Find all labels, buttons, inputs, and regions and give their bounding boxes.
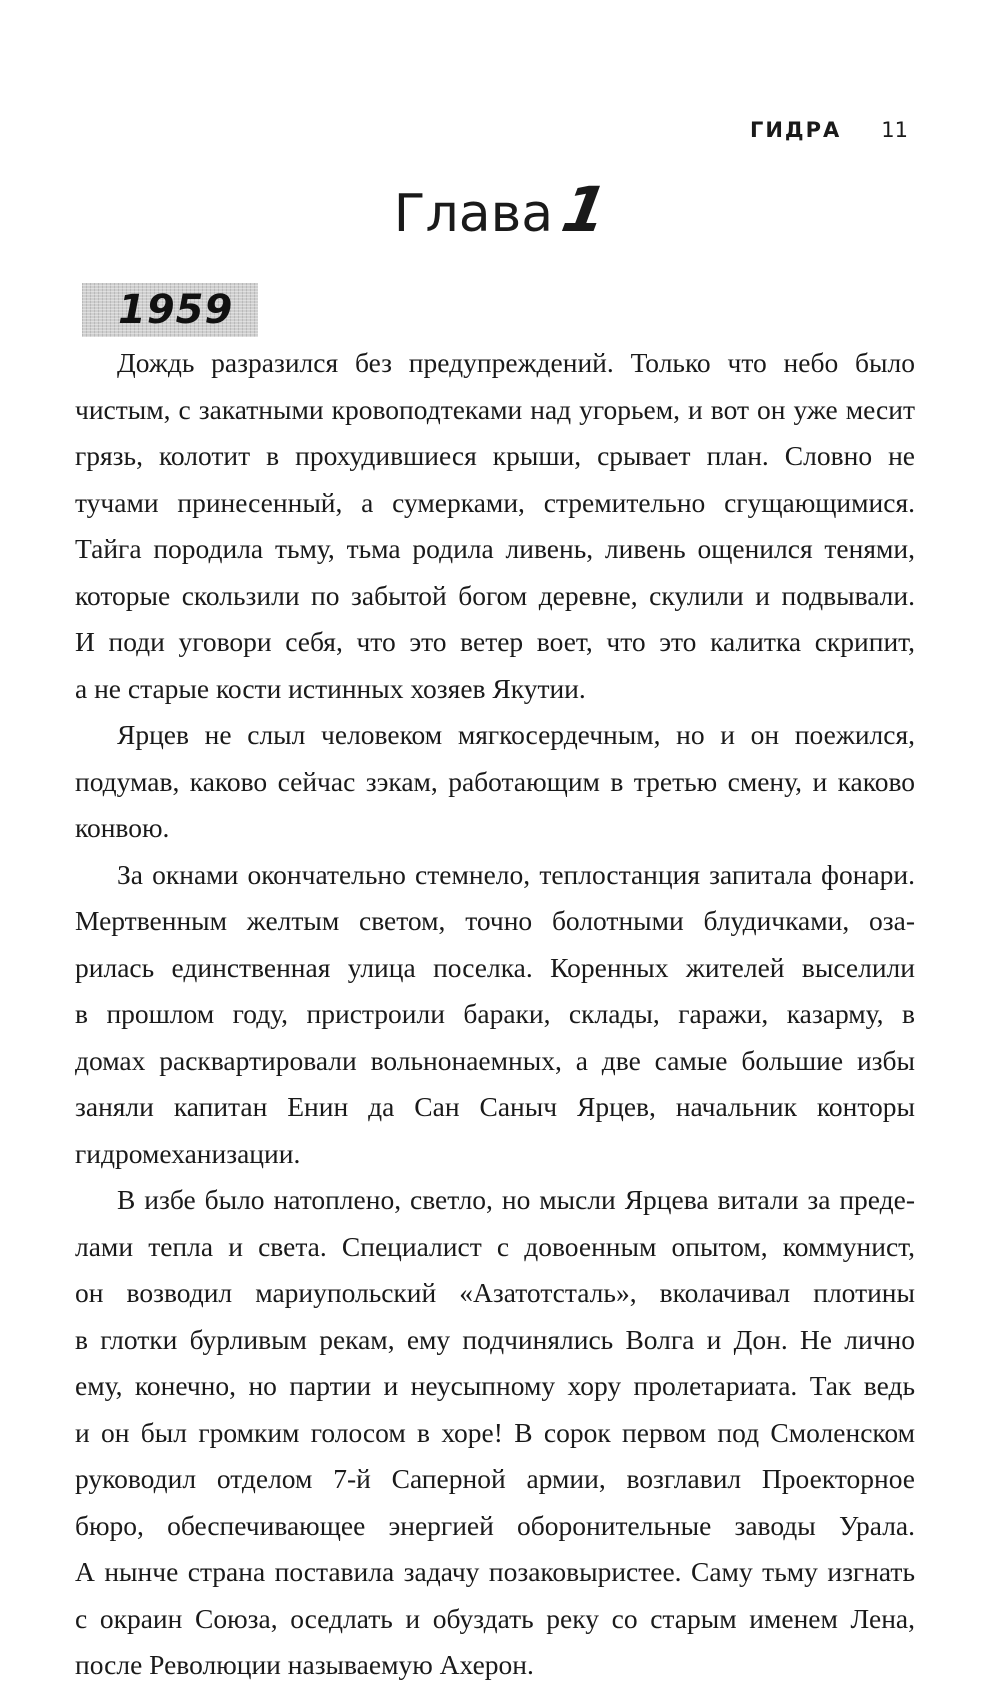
text-line: руководил отделом 7-й Саперной армии, возглавил Проекторное xyxy=(75,1463,915,1494)
section-year-label xyxy=(82,283,258,337)
text-line: подумав, каково сейчас зэкам, работающим в третью смену, и каково xyxy=(75,765,915,797)
running-head xyxy=(750,118,908,142)
section-year: 1959 xyxy=(118,287,234,333)
text-line: он возводил мариупольский «Азатотсталь», вколачивал плотины xyxy=(75,1277,915,1308)
text-line: с окраин Союза, оседлать и обуздать реку со старым именем Лена, xyxy=(75,1602,915,1634)
chapter-number: 1 xyxy=(556,173,613,246)
text-line: заняли капитан Енин да Сан Саныч Ярцев, начальник конторы xyxy=(75,1091,915,1122)
text-line: Ярцев не слыл человеком мягкосердечным, но и он поежился, xyxy=(117,719,915,750)
text-line: и он был громким голосом в хоре! В сорок первом под Смоленском xyxy=(75,1416,915,1448)
running-title: ГИДРА xyxy=(749,118,842,142)
text-line: За окнами окончательно стемнело, теплостанция запитала фонари. xyxy=(117,858,915,890)
text-line: гидромеханизации. xyxy=(75,1137,301,1169)
text-line: Мертвенным желтым светом, точно болотными блудичками, оза- xyxy=(75,905,915,936)
text-line: а не старые кости истинных хозяев Якутии. xyxy=(75,672,586,704)
paragraph xyxy=(75,1177,915,1689)
text-line: домах расквартировали вольнонаемных, а две самые большие избы xyxy=(75,1044,915,1076)
text-line: в прошлом году, пристроили бараки, склады, гаражи, казарму, в xyxy=(75,998,915,1029)
text-line: которые скользили по забытой богом деревне, скулили и подвывали. xyxy=(75,579,915,611)
text-line: В избе было натоплено, светло, но мысли Ярцева витали за преде- xyxy=(117,1184,915,1215)
text-line: бюро, обеспечивающее энергией оборонительные заводы Урала. xyxy=(75,1509,915,1541)
text-line: конвою. xyxy=(75,812,170,843)
text-line: после Революции называемую Ахерон. xyxy=(75,1649,534,1680)
text-line: А нынче страна поставила задачу позаковыристее. Саму тьму изгнать xyxy=(75,1556,915,1587)
text-line: тучами принесенный, а сумерками, стремительно сгущающимися. xyxy=(75,486,915,518)
text-line: И поди уговори себя, что это ветер воет, что это калитка скрипит, xyxy=(75,626,915,657)
text-line: грязь, колотит в прохудившиеся крыши, срывает план. Словно не xyxy=(75,440,915,471)
text-line: лами тепла и света. Специалист с довоенным опытом, коммунист, xyxy=(75,1230,915,1262)
text-line: ему, конечно, но партии и неусыпному хору пролетариата. Так ведь xyxy=(75,1370,915,1401)
text-line: чистым, с закатными кровоподтеками над угорьем, и вот он уже месит xyxy=(75,393,915,425)
paragraph xyxy=(75,852,915,1178)
text-line: рилась единственная улица поселка. Коренных жителей выселили xyxy=(75,951,915,983)
chapter-label: Глава xyxy=(393,184,554,244)
chapter-title xyxy=(0,173,1000,246)
text-line: Тайга породила тьму, тьма родила ливень, ливень ощенился тенями, xyxy=(75,533,915,564)
paragraph xyxy=(75,712,915,852)
text-line: Дождь разразился без предупреждений. Только что небо было xyxy=(117,347,915,378)
paragraph xyxy=(75,340,915,712)
page-number: 11 xyxy=(881,118,908,142)
body-text xyxy=(75,340,915,1689)
text-line: в глотки бурливым рекам, ему подчинялись Волга и Дон. Не лично xyxy=(75,1323,915,1355)
